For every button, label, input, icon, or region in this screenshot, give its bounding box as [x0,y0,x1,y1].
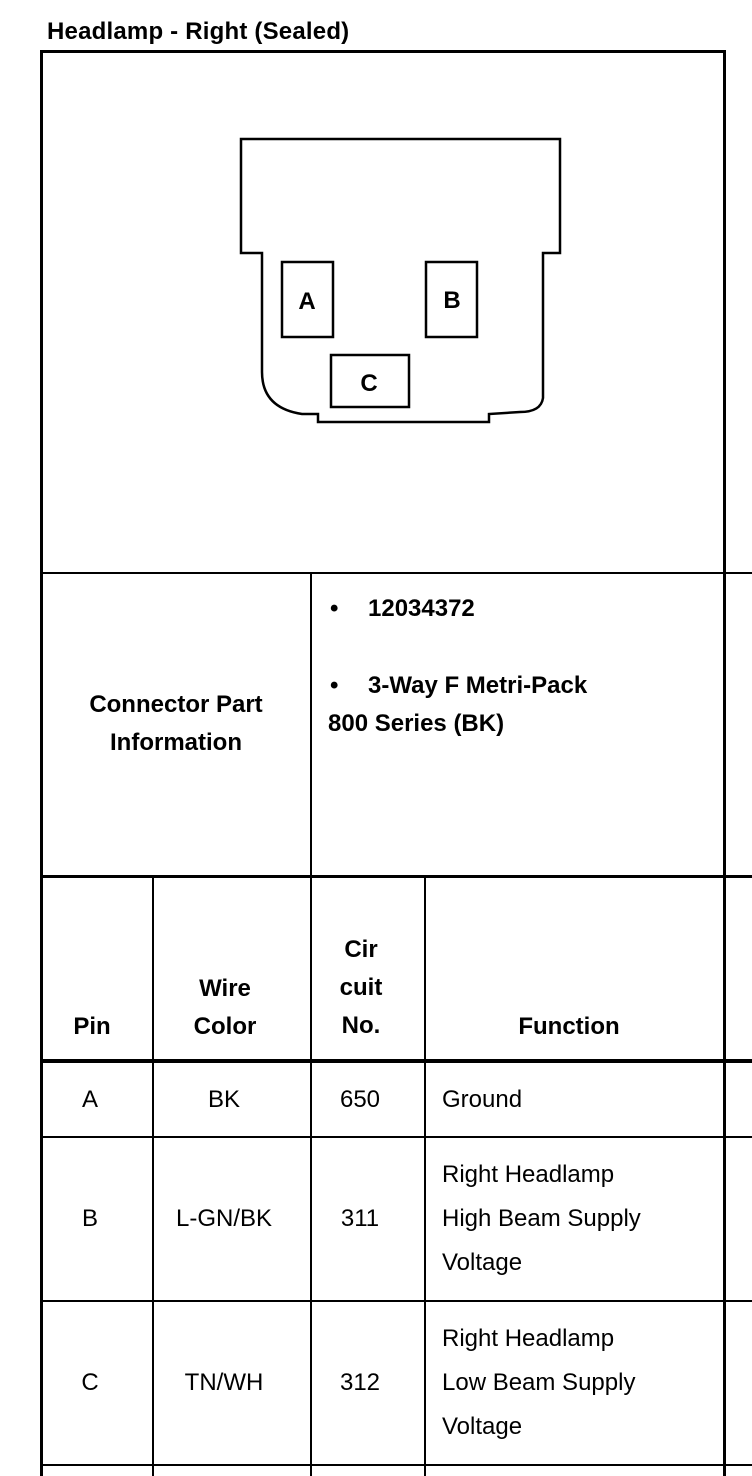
connector-info-label-line1: Connector Part [89,691,263,718]
column-divider-circuit-function [424,875,426,1476]
row-c-function [442,1317,635,1449]
row-b-function [442,1153,641,1285]
divider-row-a-b [40,1136,752,1138]
row-b-function-line3: Voltage [442,1249,523,1276]
divider-info-table [40,875,752,878]
row-a-wire-color: BK [207,1086,240,1113]
row-b-pin: B [81,1205,98,1232]
part-number: 12034372 [368,595,475,622]
row-a-circuit: 650 [339,1086,381,1113]
header-circuit-number [312,931,410,1045]
connector-outline [241,139,560,422]
row-c-wire-color: TN/WH [184,1369,264,1396]
pin-c-label: C [360,370,378,397]
divider-row-b-c [40,1300,752,1302]
pin-a-cavity [282,262,333,337]
header-pin: Pin [73,1013,111,1040]
row-c-function-line2: Low Beam Supply [442,1369,636,1396]
pin-b-label: B [443,287,461,314]
header-circuit-line3: No. [341,1012,381,1039]
row-c-pin: C [81,1369,99,1396]
outer-border-top [40,50,726,53]
header-function: Function [518,1013,620,1040]
divider-info-vertical [310,572,312,877]
pin-a-label: A [298,288,316,315]
header-circuit-line2: cuit [339,974,383,1001]
bullet-description: • [330,672,339,699]
row-c-circuit: 312 [339,1369,381,1396]
connector-description-line2: 800 Series (BK) [328,710,505,737]
row-b-function-line2: High Beam Supply [442,1205,641,1232]
divider-header-rows [40,1059,752,1063]
header-wire-color [154,970,296,1046]
pin-b-cavity [426,262,477,337]
row-b-wire-color: L-GN/BK [175,1205,273,1232]
header-wire-color-line2: Color [193,1013,257,1040]
row-b-circuit: 311 [340,1205,380,1232]
connector-info-label [44,686,308,762]
pin-c-cavity [331,355,409,407]
bullet-part-number: • [330,595,339,622]
row-a-function: Ground [442,1086,523,1113]
connector-description-line1: 3-Way F Metri-Pack [368,672,588,699]
outer-border-right [723,50,726,1476]
divider-row-c-bottom [40,1464,752,1466]
row-a-pin: A [81,1086,98,1113]
row-c-function-line3: Voltage [442,1413,523,1440]
row-c-function-line1: Right Headlamp [442,1325,615,1352]
row-b-function-line1: Right Headlamp [442,1161,615,1188]
outer-border-left [40,50,43,1476]
header-wire-color-line1: Wire [199,975,251,1002]
connector-info-label-line2: Information [110,729,242,756]
page-title: Headlamp - Right (Sealed) [47,18,350,45]
header-circuit-line1: Cir [344,936,378,963]
divider-diagram-info [40,572,752,574]
